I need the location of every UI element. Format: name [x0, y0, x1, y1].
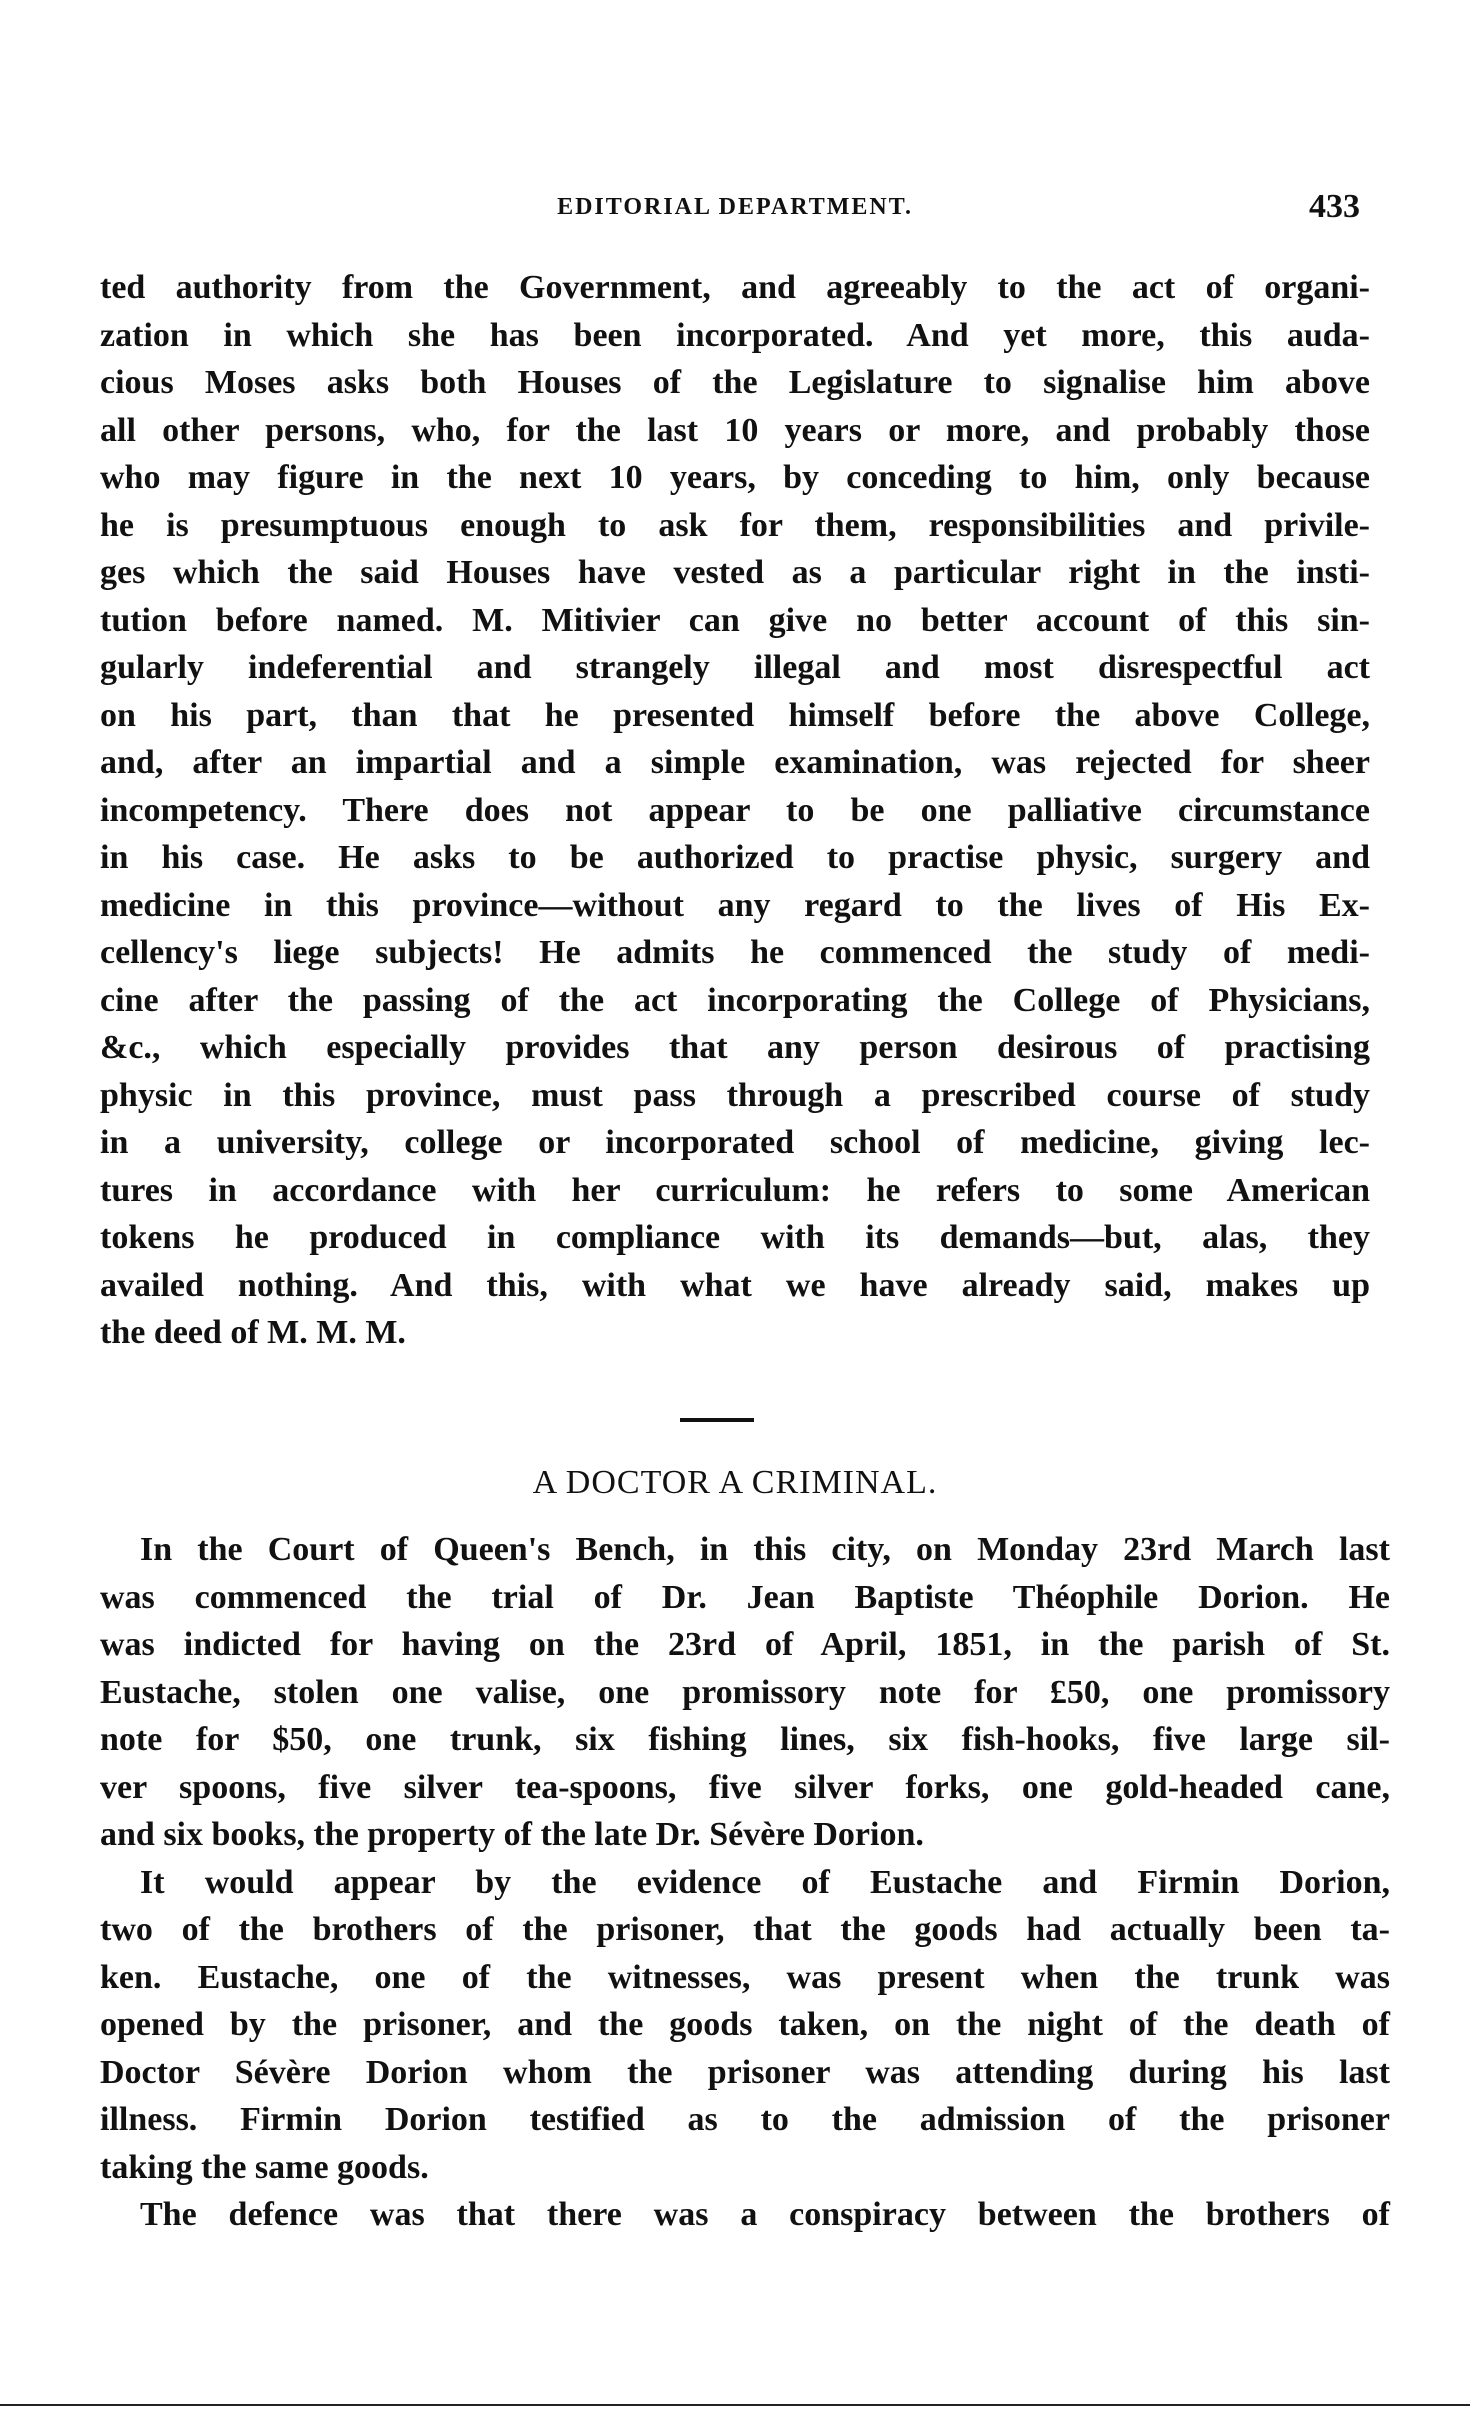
text-line: note for $50, one trunk, six fishing lines, six fish-hooks, five large sil- — [100, 1721, 1390, 1758]
text-line: physic in this province, must pass through a prescribed course of study — [100, 1076, 1370, 1114]
running-title: EDITORIAL DEPARTMENT. — [557, 194, 913, 220]
text-line: incompetency. There does not appear to be one palliative circumstance — [100, 791, 1370, 829]
text-line: availed nothing. And this, with what we have already said, makes up — [100, 1266, 1370, 1304]
section-divider — [680, 1418, 754, 1422]
bottom-edge-rule — [0, 2404, 1470, 2406]
running-header — [100, 188, 1370, 234]
text-line: tution before named. M. Mitivier can give no better account of this sin- — [100, 601, 1370, 639]
text-line: the deed of M. M. M. — [100, 1314, 406, 1351]
text-line: tures in accordance with her curriculum: he refers to some American — [100, 1171, 1370, 1209]
text-line: cine after the passing of the act incorporating the College of Physicians, — [100, 981, 1370, 1019]
text-line: &c., which especially provides that any person desirous of practising — [100, 1029, 1370, 1066]
text-line: gularly indeferential and strangely illegal and most disrespectful act — [100, 649, 1370, 686]
text-line: illness. Firmin Dorion testified as to the admission of the prisoner — [100, 2101, 1390, 2138]
text-line: he is presumptuous enough to ask for them, responsibilities and privile- — [100, 506, 1370, 544]
text-line: on his part, than that he presented himself before the above College, — [100, 696, 1370, 734]
text-line: ges which the said Houses have vested as a particular right in the insti- — [100, 554, 1370, 591]
text-line: cious Moses asks both Houses of the Legislature to signalise him above — [100, 364, 1370, 401]
text-line: in a university, college or incorporated school of medicine, giving lec- — [100, 1124, 1370, 1161]
text-line: and, after an impartial and a simple examination, was rejected for sheer — [100, 744, 1370, 781]
text-line: Eustache, stolen one valise, one promissory note for £50, one promissory — [100, 1673, 1390, 1711]
text-line: and six books, the property of the late Dr. Sévère Dorion. — [100, 1816, 924, 1853]
text-line: in his case. He asks to be authorized to practise physic, surgery and — [100, 839, 1370, 876]
text-line: tokens he produced in compliance with its demands—but, alas, they — [100, 1219, 1370, 1256]
text-line: ver spoons, five silver tea-spoons, five silver forks, one gold-headed cane, — [100, 1768, 1390, 1806]
text-line: was indicted for having on the 23rd of April, 1851, in the parish of St. — [100, 1626, 1390, 1663]
article-title: A DOCTOR A CRIMINAL. — [532, 1464, 938, 1501]
text-line: It would appear by the evidence of Eustache and Firmin Dorion, — [140, 1863, 1390, 1901]
text-line: all other persons, who, for the last 10 years or more, and probably those — [100, 411, 1370, 449]
text-line: The defence was that there was a conspiracy between the brothers of — [140, 2196, 1390, 2233]
text-line: opened by the prisoner, and the goods taken, on the night of the death of — [100, 2006, 1390, 2043]
text-line: zation in which she has been incorporated. And yet more, this auda- — [100, 316, 1370, 354]
text-line: taking the same goods. — [100, 2148, 429, 2186]
text-line: two of the brothers of the prisoner, that the goods had actually been ta- — [100, 1911, 1390, 1948]
text-line: medicine in this province—without any regard to the lives of His Ex- — [100, 886, 1370, 924]
text-line: was commenced the trial of Dr. Jean Baptiste Théophile Dorion. He — [100, 1578, 1390, 1616]
page-number: 433 — [1309, 188, 1360, 225]
text-line: ken. Eustache, one of the witnesses, was present when the trunk was — [100, 1958, 1390, 1996]
text-line: who may figure in the next 10 years, by conceding to him, only because — [100, 459, 1370, 496]
text-line: In the Court of Queen's Bench, in this city, on Monday 23rd March last — [140, 1531, 1390, 1568]
text-line: ted authority from the Government, and agreeably to the act of organi- — [100, 269, 1370, 306]
article-body — [100, 1526, 1390, 2239]
text-line: Doctor Sévère Dorion whom the prisoner was attending during his last — [100, 2053, 1390, 2091]
text-line: cellency's liege subjects! He admits he commenced the study of medi- — [100, 934, 1370, 971]
article-continuation — [100, 264, 1370, 1357]
